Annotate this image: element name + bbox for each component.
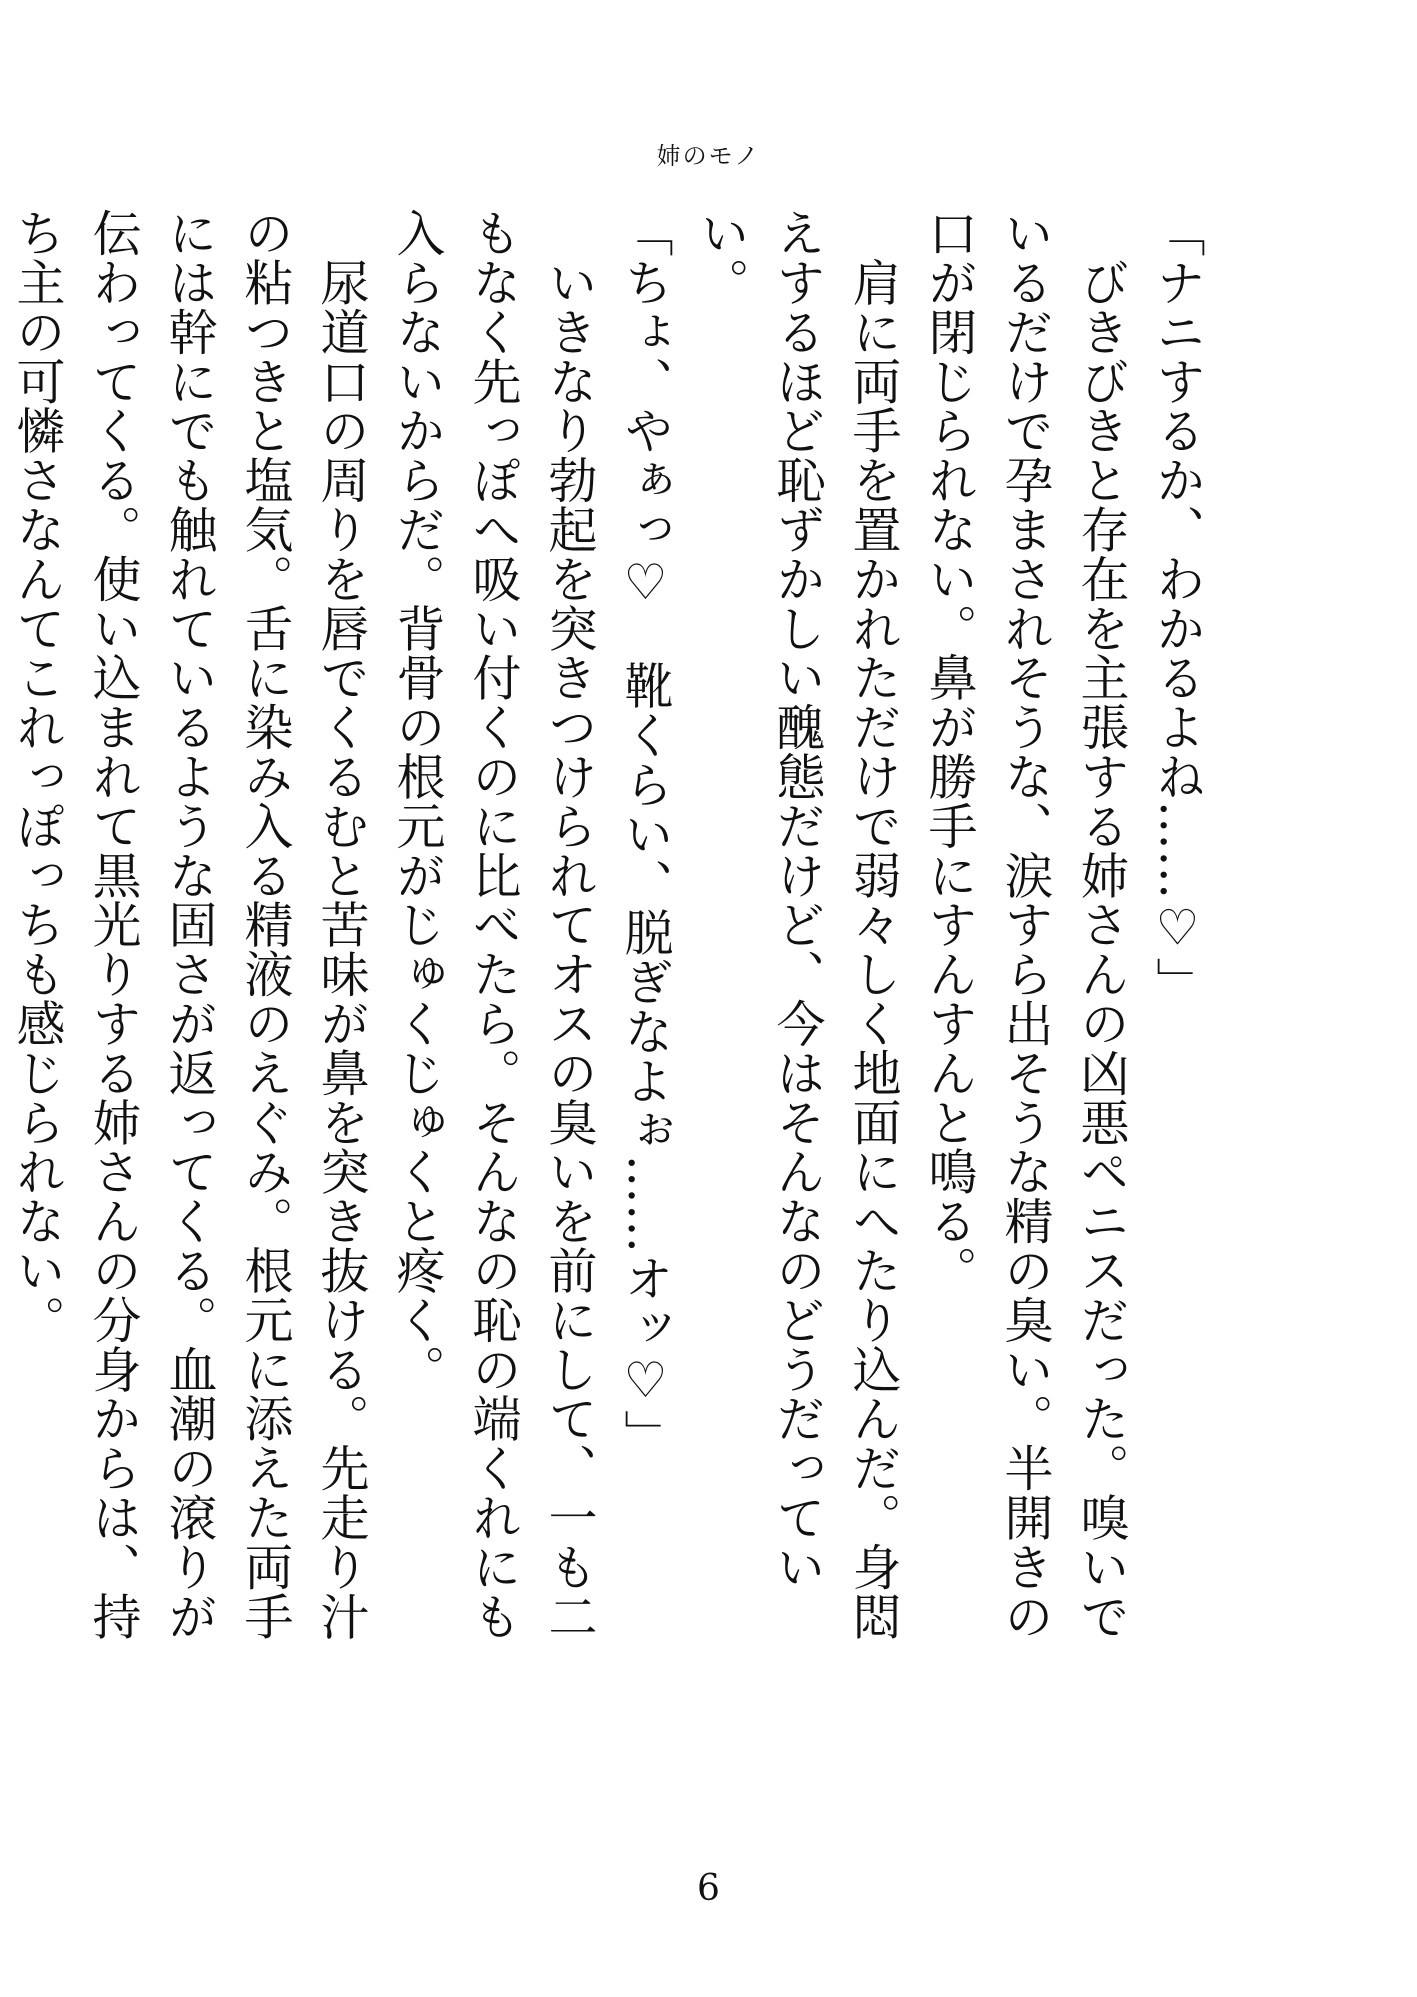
- paragraph: 「ナニするか、わかるよね……♡」: [1149, 208, 1206, 1007]
- paragraph: 「ちょ、やぁっ♡ 靴くらい、脱ぎなよぉ……オッ♡」: [617, 208, 674, 1459]
- paragraph: いきなり勃起を突きつけられてオスの臭いを前にして、一も二もなく先っぽへ吸い付くのに比べたら。そんなの恥の端くれにも入らないからだ。背骨の根元がじゅくじゅくと疼く。: [389, 208, 598, 1641]
- page-number: 6: [697, 1868, 720, 1909]
- running-title: 姉のモノ: [656, 142, 761, 170]
- paragraph: 尿道口の周りを唇でくるむと苦味が鼻を突き抜ける。先走り汁の粘つきと塩気。舌に染み入る精液のえぐみ。根元に添えた両手には幹にでも触れているような固さが返ってくる。血潮の滾りが伝わってくる。使い込まれて黒光りする姉さんの分身からは、持ち主の可憐さなんてこれっぽっちも感じられない。: [9, 208, 370, 1641]
- vertical-body-text: [9, 208, 1215, 1678]
- paragraph: 肩に両手を置かれただけで弱々しく地面にへたり込んだ。身悶えするほど恥ずかしい醜態だけど、今はそんなのどうだっていい。: [693, 208, 902, 1641]
- paragraph: びきびきと存在を主張する姉さんの凶悪ペニスだった。嗅いでいるだけで孕まされそうな、涙すら出そうな精の臭い。半開きの口が閉じられない。鼻が勝手にすんすんと鳴る。: [921, 208, 1130, 1641]
